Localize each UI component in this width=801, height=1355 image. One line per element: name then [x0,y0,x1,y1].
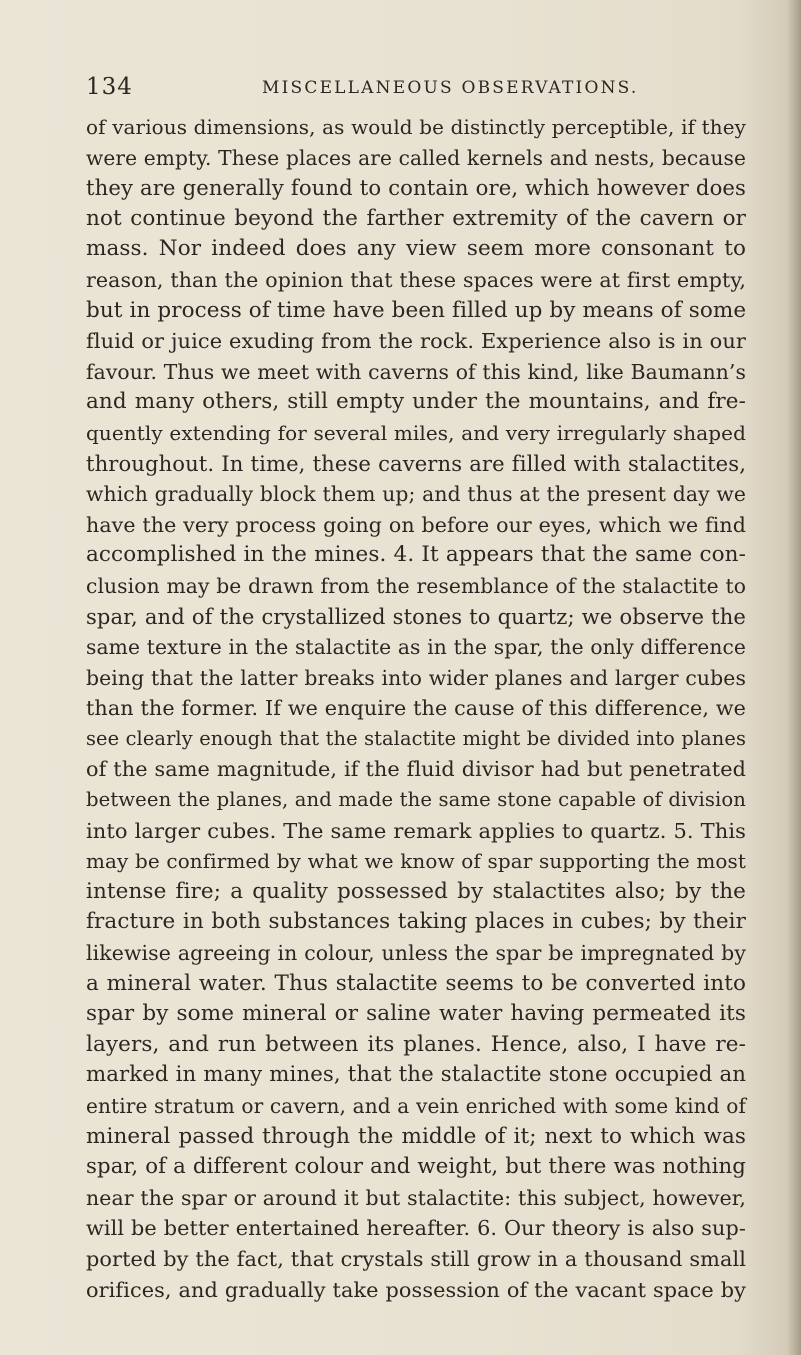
text-line: will be better entertained hereafter. 6. Our theory is also sup- [86,1216,746,1241]
body-text [86,112,746,1305]
text-line: near the spar or around it but stalactite: this subject, however, [86,1185,746,1210]
text-line: mass. Nor indeed does any view seem more consonant to [86,236,746,262]
text-line: being that the latter breaks into wider planes and larger cubes [86,665,746,690]
text-line: marked in many mines, that the stalactite stone occupied an [86,1062,746,1088]
text-line: they are generally found to contain ore, which however does [86,175,746,201]
text-line: of the same magnitude, if the fluid divisor had but penetrated [86,757,746,782]
page-edge-shadow [787,0,801,1355]
text-line: mineral passed through the middle of it; next to which was [86,1123,746,1149]
text-line: reason, than the opinion that these spaces were at first empty, [86,267,746,292]
text-line: clusion may be drawn from the resemblance of the stalactite to [86,573,746,598]
text-line: same texture in the stalactite as in the spar, the only difference [86,635,746,660]
text-line: spar, of a different colour and weight, but there was nothing [86,1154,746,1180]
text-line: ported by the fact, that crystals still grow in a thousand small [86,1246,746,1271]
text-line: favour. Thus we meet with caverns of this kind, like Baumann’s [86,359,746,384]
text-line: which gradually block them up; and thus at the present day we [86,482,746,507]
text-line: orifices, and gradually take possession of the vacant space by [86,1277,746,1302]
text-line: see clearly enough that the stalactite might be divided into planes [86,726,746,750]
text-line: likewise agreeing in colour, unless the spar be impregnated by [86,941,746,966]
text-line: were empty. These places are called kernels and nests, because [86,145,746,170]
text-line: a mineral water. Thus stalactite seems to be converted into [86,970,746,996]
text-line: but in process of time have been filled up by means of some [86,297,747,323]
text-line: accomplished in the mines. 4. It appears that the same con- [86,542,746,568]
text-line: fracture in both substances taking places in cubes; by their [86,909,746,935]
text-line: of various dimensions, as would be distinctly perceptible, if they [86,115,746,139]
text-line: intense fire; a quality possessed by stalactites also; by the [86,878,746,904]
text-line: spar, and of the crystallized stones to quartz; we observe the [86,603,746,629]
text-line: have the very process going on before our eyes, which we find [86,512,746,537]
text-line: spar by some mineral or saline water having permeated its [86,1001,746,1027]
page-header [86,74,746,104]
text-line: between the planes, and made the same stone capable of division [86,788,746,812]
text-line: not continue beyond the farther extremity of the cavern or [86,205,746,231]
page-number: 134 [86,74,133,100]
text-line: than the former. If we enquire the cause of this difference, we [86,696,746,721]
running-head: MISCELLANEOUS OBSERVATIONS. [262,78,639,98]
text-line: throughout. In time, these caverns are filled with stalactites, [86,450,746,476]
text-line: quently extending for several miles, and very irregularly shaped [86,420,746,445]
text-line: fluid or juice exuding from the rock. Experience also is in our [86,329,746,354]
text-line: entire stratum or cavern, and a vein enriched with some kind of [86,1094,746,1118]
text-line: may be confirmed by what we know of spar supporting the most [86,849,746,874]
text-line: and many others, still empty under the mountains, and fre- [86,389,746,415]
text-line: into larger cubes. The same remark applies to quartz. 5. This [86,818,746,843]
text-line: layers, and run between its planes. Hence, also, I have re- [86,1031,746,1057]
